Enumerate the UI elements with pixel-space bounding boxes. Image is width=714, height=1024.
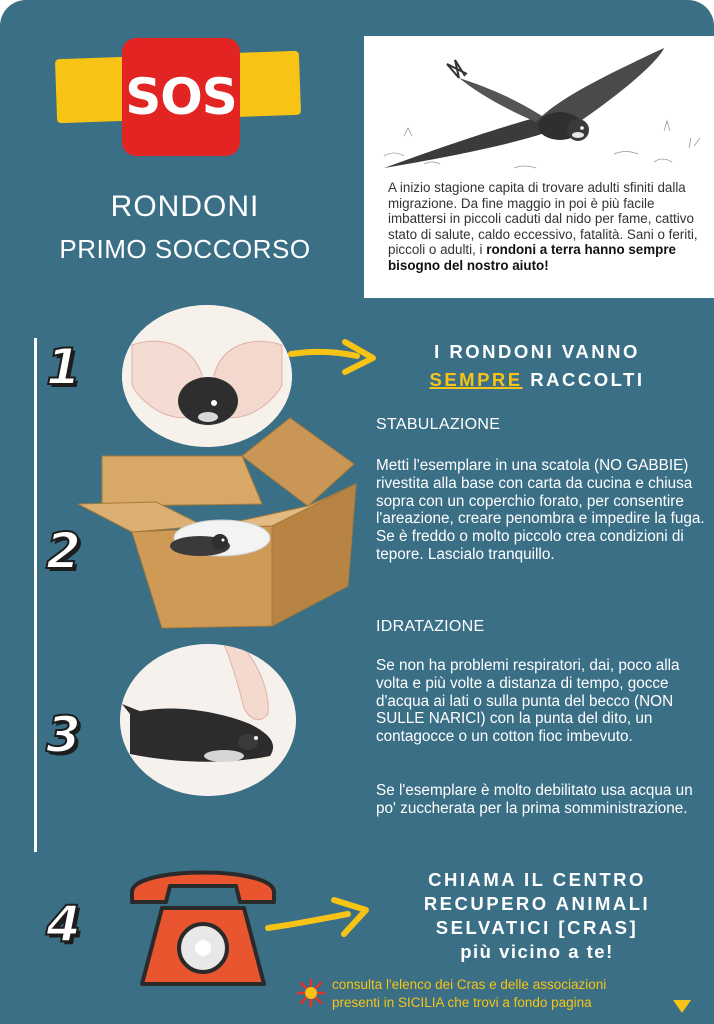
- step-number-3: 3: [46, 706, 81, 764]
- call-line1: CHIAMA IL CENTRO: [428, 869, 646, 890]
- stabulazione-heading: STABULAZIONE: [376, 416, 501, 433]
- intro-text: [388, 180, 704, 274]
- idratazione-text-2: Se l'esemplare è molto debilitato usa acqua un po' zuccherata per la prima somministrazione.: [376, 782, 693, 817]
- timeline-line: [34, 338, 37, 852]
- footnote: [332, 976, 692, 1012]
- idratazione-text: Se non ha problemi respiratori, dai, poco alla volta e più volte a distanza di tempo, gocce d'acqua ai lati o sulla punta del becco (NON SULLE NARICI) con la punta del dito, un contagocce o un cotton fioc imbevuto.: [376, 657, 680, 746]
- stabulazione-text: Metti l'esemplare in una scatola (NO GABBIE) rivestita alla base con carta da cucina e chiusa sopra con un coperchio forato, per consentire l'areazione, creare penombra e impedire la fuga. Se è freddo o molto piccolo crea condizioni di tepore. Lascialo tranquillo.: [376, 457, 705, 563]
- finger-water-swift-drawing: [120, 644, 296, 796]
- step1-highlight-sempre: SEMPRE: [429, 369, 523, 390]
- sos-badge: [122, 38, 240, 156]
- call-line4: più vicino a te!: [460, 941, 614, 962]
- call-line3: SELVATICI [CRAS]: [435, 917, 639, 938]
- intro-text-regular: A inizio stagione capita di trovare adulti sfiniti dalla migrazione. Da fine maggio in poi è più facile imbattersi in piccoli caduti dal nido per fame, cattivo stato di salute, caldo eccessivo, fatalità. Sani o feriti, piccoli o adulti, i: [388, 180, 698, 258]
- down-triangle-icon: [672, 998, 692, 1014]
- step-number-2: 2: [46, 522, 81, 580]
- step1-heading-line1: I RONDONI VANNO: [434, 341, 640, 362]
- footnote-line2: presenti in SICILIA che trovi a fondo pagina: [332, 995, 592, 1010]
- title-rondoni: RONDONI: [110, 190, 260, 223]
- step1-heading-line2: [380, 366, 694, 394]
- footnote-line1: consulta l'elenco dei Cras e delle associazioni: [332, 977, 607, 992]
- sun-star-icon: [296, 978, 326, 1008]
- swift-on-ground-illustration: [364, 36, 714, 176]
- idratazione-heading: IDRATAZIONE: [376, 618, 485, 635]
- call-line2: RECUPERO ANIMALI: [423, 893, 651, 914]
- telephone-icon: [124, 852, 282, 990]
- step-number-4: 4: [46, 895, 81, 953]
- yellow-arrow-icon: [287, 338, 379, 378]
- step1-heading-rest: RACCOLTI: [522, 369, 645, 390]
- intro-text-bold: rondoni a terra hanno sempre bisogno del nostro aiuto!: [388, 242, 676, 273]
- yellow-arrow-icon-2: [264, 894, 372, 942]
- title-primo-soccorso: PRIMO SOCCORSO: [59, 234, 311, 264]
- step-number-1: 1: [46, 338, 81, 396]
- finger-water-swift-image: [120, 644, 296, 796]
- sos-label: SOS: [125, 68, 237, 126]
- step1-heading: [380, 338, 694, 394]
- call-cras-heading: [372, 868, 702, 964]
- intro-card: [364, 36, 714, 298]
- cardboard-box-image: [72, 416, 360, 630]
